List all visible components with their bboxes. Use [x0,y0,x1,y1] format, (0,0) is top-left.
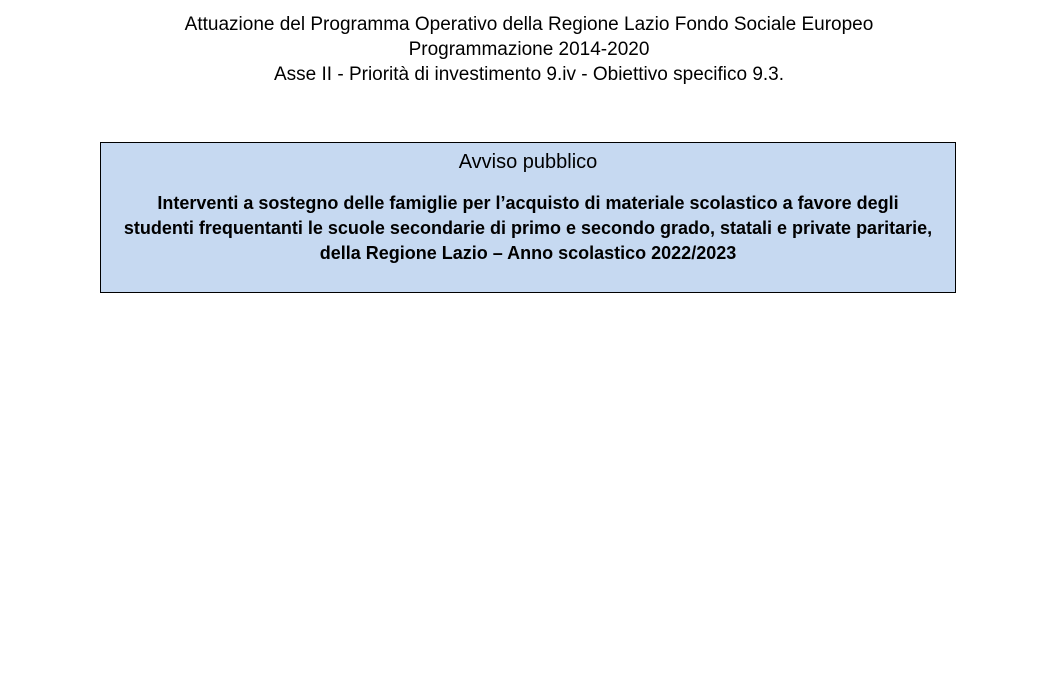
document-header [0,12,1058,87]
notice-box [100,142,956,293]
notice-heading: Avviso pubblico [458,151,598,173]
header-axis-priority: Asse II - Priorità di investimento 9.iv - Obiettivo specifico 9.3. [273,64,785,85]
notice-title: Interventi a sostegno delle famiglie per l’acquisto di materiale scolastico a favore degli studenti frequentanti le scuole secondarie di primo e secondo grado, statali e private paritarie, della Regione Lazio – Anno scolastico 2022/2023 [123,193,933,263]
header-program-line: Attuazione del Programma Operativo della Regione Lazio Fondo Sociale Europeo [184,14,874,35]
header-programming-period: Programmazione 2014-2020 [408,39,650,60]
